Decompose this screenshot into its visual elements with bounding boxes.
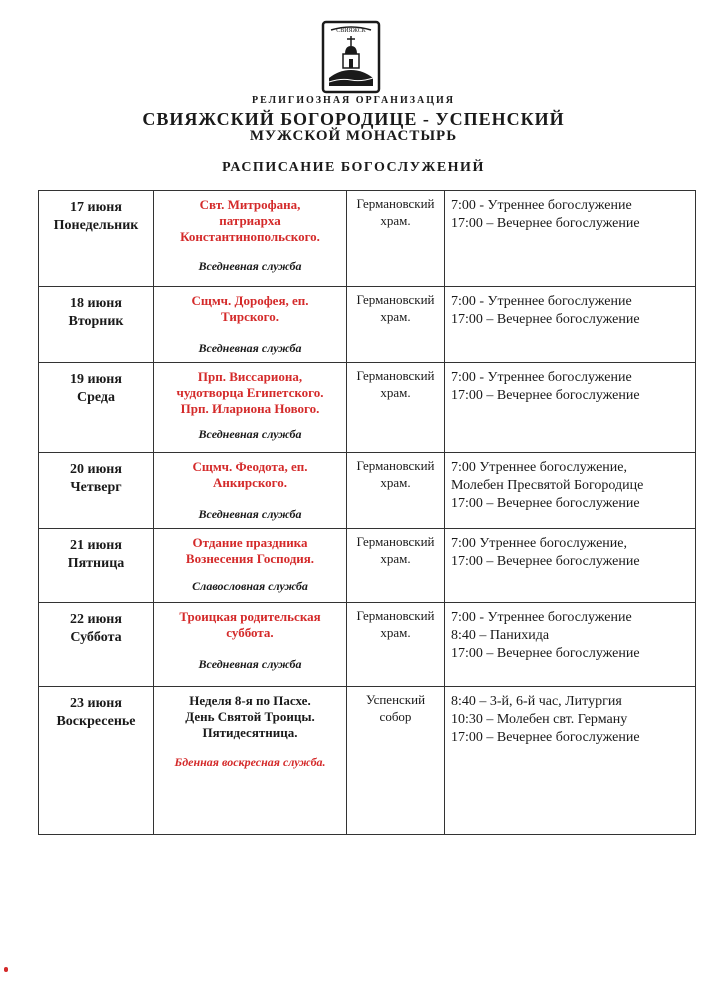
day-cell [39, 603, 154, 687]
time-line: 10:30 – Молебен свт. Герману [451, 712, 628, 727]
time-line: 17:00 – Вечернее богослужение [451, 312, 640, 327]
service-type: Вседневная служба [198, 427, 302, 441]
day-cell [39, 529, 154, 603]
organization-subtitle: МУЖСКОЙ МОНАСТЫРЬ [249, 128, 458, 144]
place-line: собор [379, 709, 412, 724]
time-line: 7:00 - Утреннее богослужение [451, 198, 632, 213]
saint-line: Неделя 8-я по Пасхе. [189, 693, 311, 708]
time-line: 17:00 – Вечернее богослужение [451, 216, 640, 231]
time-line: 7:00 - Утреннее богослужение [451, 370, 632, 385]
saint-line: Свт. Митрофана, [199, 197, 301, 212]
saint-line: Тирского. [221, 309, 279, 324]
table-row [39, 529, 696, 603]
weekday: Понедельник [53, 218, 139, 233]
place-line: Германовский [356, 534, 435, 549]
day-cell [39, 191, 154, 287]
place-cell [347, 529, 445, 603]
weekday: Воскресенье [56, 714, 136, 729]
table-row [39, 687, 696, 835]
table-row [39, 191, 696, 287]
svg-text:СВИЯЖСК: СВИЯЖСК [336, 28, 366, 34]
saint-line: Прп. Илариона Нового. [180, 401, 320, 416]
date: 21 июня [70, 538, 122, 553]
time-line: 17:00 – Вечернее богослужение [451, 554, 640, 569]
time-line: 7:00 Утреннее богослужение, [451, 460, 627, 475]
saint-line: Вознесения Господия. [185, 551, 315, 566]
place-line: храм. [380, 475, 411, 490]
table-row [39, 453, 696, 529]
day-cell [39, 287, 154, 363]
time-line: 17:00 – Вечернее богослужение [451, 730, 640, 745]
saint-line: Пятидесятница. [202, 725, 298, 740]
place-line: храм. [380, 309, 411, 324]
saint-cell [154, 191, 347, 287]
schedule-title: РАСПИСАНИЕ БОГОСЛУЖЕНИЙ [222, 160, 485, 175]
date: 20 июня [70, 462, 122, 477]
place-line: храм. [380, 551, 411, 566]
weekday: Среда [76, 390, 115, 405]
time-cell [445, 529, 696, 603]
service-type: Вседневная служба [198, 507, 302, 521]
place-line: храм. [380, 385, 411, 400]
day-cell [39, 687, 154, 835]
weekday: Четверг [70, 480, 122, 495]
time-line: 17:00 – Вечернее богослужение [451, 646, 640, 661]
saint-line: Отдание праздника [192, 535, 308, 550]
time-line: 17:00 – Вечернее богослужение [451, 496, 640, 511]
weekday: Вторник [68, 314, 124, 329]
weekday: Пятница [67, 556, 125, 571]
saint-cell [154, 529, 347, 603]
saint-line: День Святой Троицы. [185, 709, 315, 724]
saint-line: Анкирского. [212, 475, 287, 490]
time-cell [445, 603, 696, 687]
day-cell [39, 363, 154, 453]
organization-name: СВИЯЖСКИЙ БОГОРОДИЦЕ - УСПЕНСКИЙ [142, 109, 565, 129]
organization-type-label: РЕЛИГИОЗНАЯ ОРГАНИЗАЦИЯ [251, 95, 455, 106]
place-line: Германовский [356, 608, 435, 623]
place-line: Успенский [365, 692, 426, 707]
time-line: 8:40 – 3-й, 6-й час, Литургия [451, 694, 622, 709]
place-cell [347, 191, 445, 287]
time-cell [445, 687, 696, 835]
saint-line: чудотворца Египетского. [176, 385, 324, 400]
time-cell [445, 363, 696, 453]
place-cell [347, 453, 445, 529]
saint-line: Прп. Виссариона, [197, 369, 303, 384]
service-type: Вседневная служба [198, 259, 302, 273]
weekday: Суббота [70, 630, 122, 645]
date: 23 июня [70, 696, 122, 711]
place-line: храм. [380, 213, 411, 228]
place-cell [347, 287, 445, 363]
saint-line: Троицкая родительская [179, 609, 321, 624]
saint-cell [154, 603, 347, 687]
date: 18 июня [70, 296, 122, 311]
saint-line: Константинопольского. [180, 229, 320, 244]
time-line: Молебен Пресвятой Богородице [451, 478, 644, 493]
time-line: 7:00 - Утреннее богослужение [451, 294, 632, 309]
table-row [39, 287, 696, 363]
table-row [39, 363, 696, 453]
place-line: храм. [380, 625, 411, 640]
saint-line: суббота. [226, 625, 274, 640]
service-type: Вседневная служба [198, 341, 302, 355]
table-row [39, 603, 696, 687]
time-line: 8:40 – Панихида [451, 628, 550, 643]
place-line: Германовский [356, 196, 435, 211]
service-type: Вседневная служба [198, 657, 302, 671]
saint-line: Сщмч. Феодота, еп. [192, 459, 308, 474]
service-type: Бденная воскресная служба. [174, 755, 326, 769]
place-line: Германовский [356, 292, 435, 307]
time-line: 17:00 – Вечернее богослужение [451, 388, 640, 403]
saint-line: патриарха [219, 213, 281, 228]
saint-cell [154, 453, 347, 529]
date: 19 июня [70, 372, 122, 387]
schedule-table [38, 190, 696, 835]
date: 22 июня [70, 612, 122, 627]
monastery-church-logo-icon [321, 20, 381, 94]
saint-cell [154, 687, 347, 835]
service-type: Славословная служба [192, 579, 308, 593]
scan-mark [4, 967, 8, 972]
place-cell [347, 363, 445, 453]
place-line: Германовский [356, 368, 435, 383]
place-cell [347, 687, 445, 835]
saint-cell [154, 363, 347, 453]
place-cell [347, 603, 445, 687]
saint-line: Сщмч. Дорофея, еп. [191, 293, 309, 308]
day-cell [39, 453, 154, 529]
time-cell [445, 191, 696, 287]
time-line: 7:00 Утреннее богослужение, [451, 536, 627, 551]
saint-cell [154, 287, 347, 363]
time-cell [445, 287, 696, 363]
time-line: 7:00 - Утреннее богослужение [451, 610, 632, 625]
place-line: Германовский [356, 458, 435, 473]
date: 17 июня [70, 200, 122, 215]
time-cell [445, 453, 696, 529]
